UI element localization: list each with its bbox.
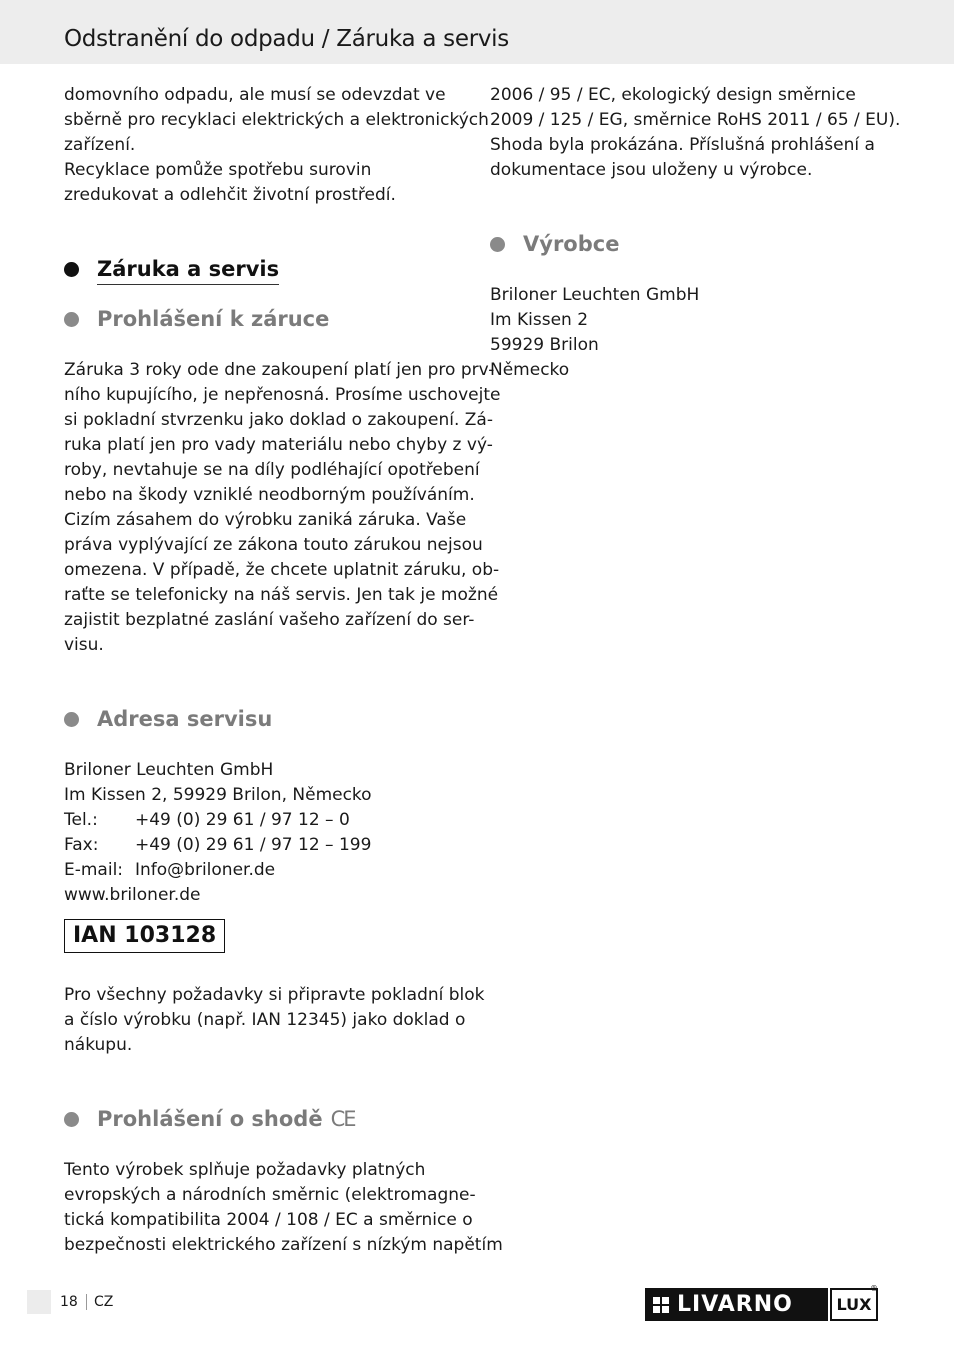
service-heading <box>64 706 272 732</box>
text-line: Záruka 3 roky ode dne zakoupení platí jen pro prv- <box>64 360 495 380</box>
text-line: 59929 Brilon <box>490 335 599 355</box>
warranty-heading-text: Záruka a servis <box>97 256 279 285</box>
bullet-icon <box>64 1112 79 1127</box>
fax-value: +49 (0) 29 61 / 97 12 – 199 <box>135 835 372 855</box>
logo-main <box>645 1288 828 1321</box>
text-line: 2006 / 95 / EC, ekologický design směrnice <box>490 85 856 105</box>
text-line: Shoda byla prokázána. Příslušná prohlášení a <box>490 135 875 155</box>
text-line: Recyklace pomůže spotřebu surovin <box>64 160 372 180</box>
email-label: E-mail: <box>64 860 124 880</box>
service-company: Briloner Leuchten GmbH <box>64 760 274 780</box>
manufacturer-address <box>490 283 910 383</box>
text-line: evropských a národních směrnic (elektromagne- <box>64 1185 476 1205</box>
warranty-declaration-heading <box>64 306 329 332</box>
text-line: sběrně pro recyklaci elektrických a elektronických <box>64 110 489 130</box>
text-line: domovního odpadu, ale musí se odevzdat ve <box>64 85 446 105</box>
left-column <box>64 83 489 208</box>
conformity-text <box>64 1158 503 1258</box>
tel-value: +49 (0) 29 61 / 97 12 – 0 <box>135 810 350 830</box>
text-line: visu. <box>64 635 104 655</box>
text-line: dokumentace jsou uloženy u výrobce. <box>490 160 813 180</box>
service-address <box>64 758 469 908</box>
service-heading-text: Adresa servisu <box>97 707 273 731</box>
text-line: raťte se telefonicky na náš servis. Jen tak je možné <box>64 585 499 605</box>
text-line: zajistit bezplatné zaslání vašeho zařízení do ser- <box>64 610 475 630</box>
service-address-line: Im Kissen 2, 59929 Brilon, Německo <box>64 785 372 805</box>
service-tel-row <box>64 808 469 833</box>
text-line: Pro všechny požadavky si připravte pokladní blok <box>64 985 485 1005</box>
text-line: ního kupujícího, je nepřenosná. Prosíme uschovejte <box>64 385 501 405</box>
service-email-row <box>64 858 469 883</box>
text-line: Tento výrobek splňuje požadavky platných <box>64 1160 426 1180</box>
bullet-icon <box>490 237 505 252</box>
registered-mark: ® <box>870 1284 878 1293</box>
text-line: bezpečnosti elektrického zařízení s nízkým napětím <box>64 1235 503 1255</box>
ian-box: IAN 103128 <box>64 919 225 953</box>
right-column <box>490 83 910 183</box>
text-line: Cizím zásahem do výrobku zaniká záruka. Vaše <box>64 510 467 530</box>
warranty-declaration-heading-text: Prohlášení k záruce <box>97 307 330 331</box>
bullet-icon <box>64 312 79 327</box>
text-line: si pokladní stvrzenku jako doklad o zakoupení. Zá- <box>64 410 493 430</box>
text-line: tická kompatibilita 2004 / 108 / EC a směrnice o <box>64 1210 473 1230</box>
manufacturer-heading-text: Výrobce <box>523 232 620 256</box>
warranty-heading <box>64 256 279 285</box>
ce-mark-icon: CE <box>330 1107 355 1131</box>
logo-sub-text: LUX <box>836 1295 872 1314</box>
page-title: Odstranění do odpadu / Záruka a servis <box>64 26 509 52</box>
logo-squares-icon <box>653 1297 669 1313</box>
receipt-text <box>64 983 485 1058</box>
email-link[interactable]: Info@briloner.de <box>135 860 276 880</box>
conformity-heading <box>64 1106 355 1132</box>
service-fax-row <box>64 833 469 858</box>
livarno-lux-logo <box>645 1284 890 1321</box>
text-line: ruka platí jen pro vady materiálu nebo chyby z vý- <box>64 435 493 455</box>
text-line: roby, nevtahuje se na díly podléhající opotřebení <box>64 460 480 480</box>
warranty-text <box>64 358 501 658</box>
text-line: práva vyplývající ze zákona touto zárukou nejsou <box>64 535 483 555</box>
text-line: a číslo výrobku (např. IAN 12345) jako doklad o <box>64 1010 466 1030</box>
fax-label: Fax: <box>64 835 99 855</box>
header-bar <box>0 0 954 64</box>
text-line: omezena. V případě, že chcete uplatnit záruku, ob- <box>64 560 500 580</box>
language-code: CZ <box>94 1294 114 1310</box>
text-line: Im Kissen 2 <box>490 310 589 330</box>
text-line: 2009 / 125 / EG, směrnice RoHS 2011 / 65 / EU). <box>490 110 901 130</box>
text-line: nebo na škody vzniklé neodborným používáním. <box>64 485 475 505</box>
conformity-heading-text: Prohlášení o shodě <box>97 1107 323 1131</box>
page-number: 18 <box>60 1294 87 1310</box>
logo-sub <box>830 1284 878 1321</box>
manufacturer-heading <box>490 231 619 257</box>
logo-main-text: LIVARNO <box>677 1292 793 1317</box>
text-line: zredukovat a odlehčit životní prostředí. <box>64 185 396 205</box>
text-line: Německo <box>490 360 570 380</box>
footer-marker <box>27 1290 51 1314</box>
text-line: zařízení. <box>64 135 136 155</box>
bullet-icon <box>64 262 79 277</box>
tel-label: Tel.: <box>64 810 98 830</box>
website-link[interactable]: www.briloner.de <box>64 885 201 905</box>
text-line: nákupu. <box>64 1035 133 1055</box>
intro-paragraph <box>64 83 489 208</box>
text-line: Briloner Leuchten GmbH <box>490 285 700 305</box>
bullet-icon <box>64 712 79 727</box>
